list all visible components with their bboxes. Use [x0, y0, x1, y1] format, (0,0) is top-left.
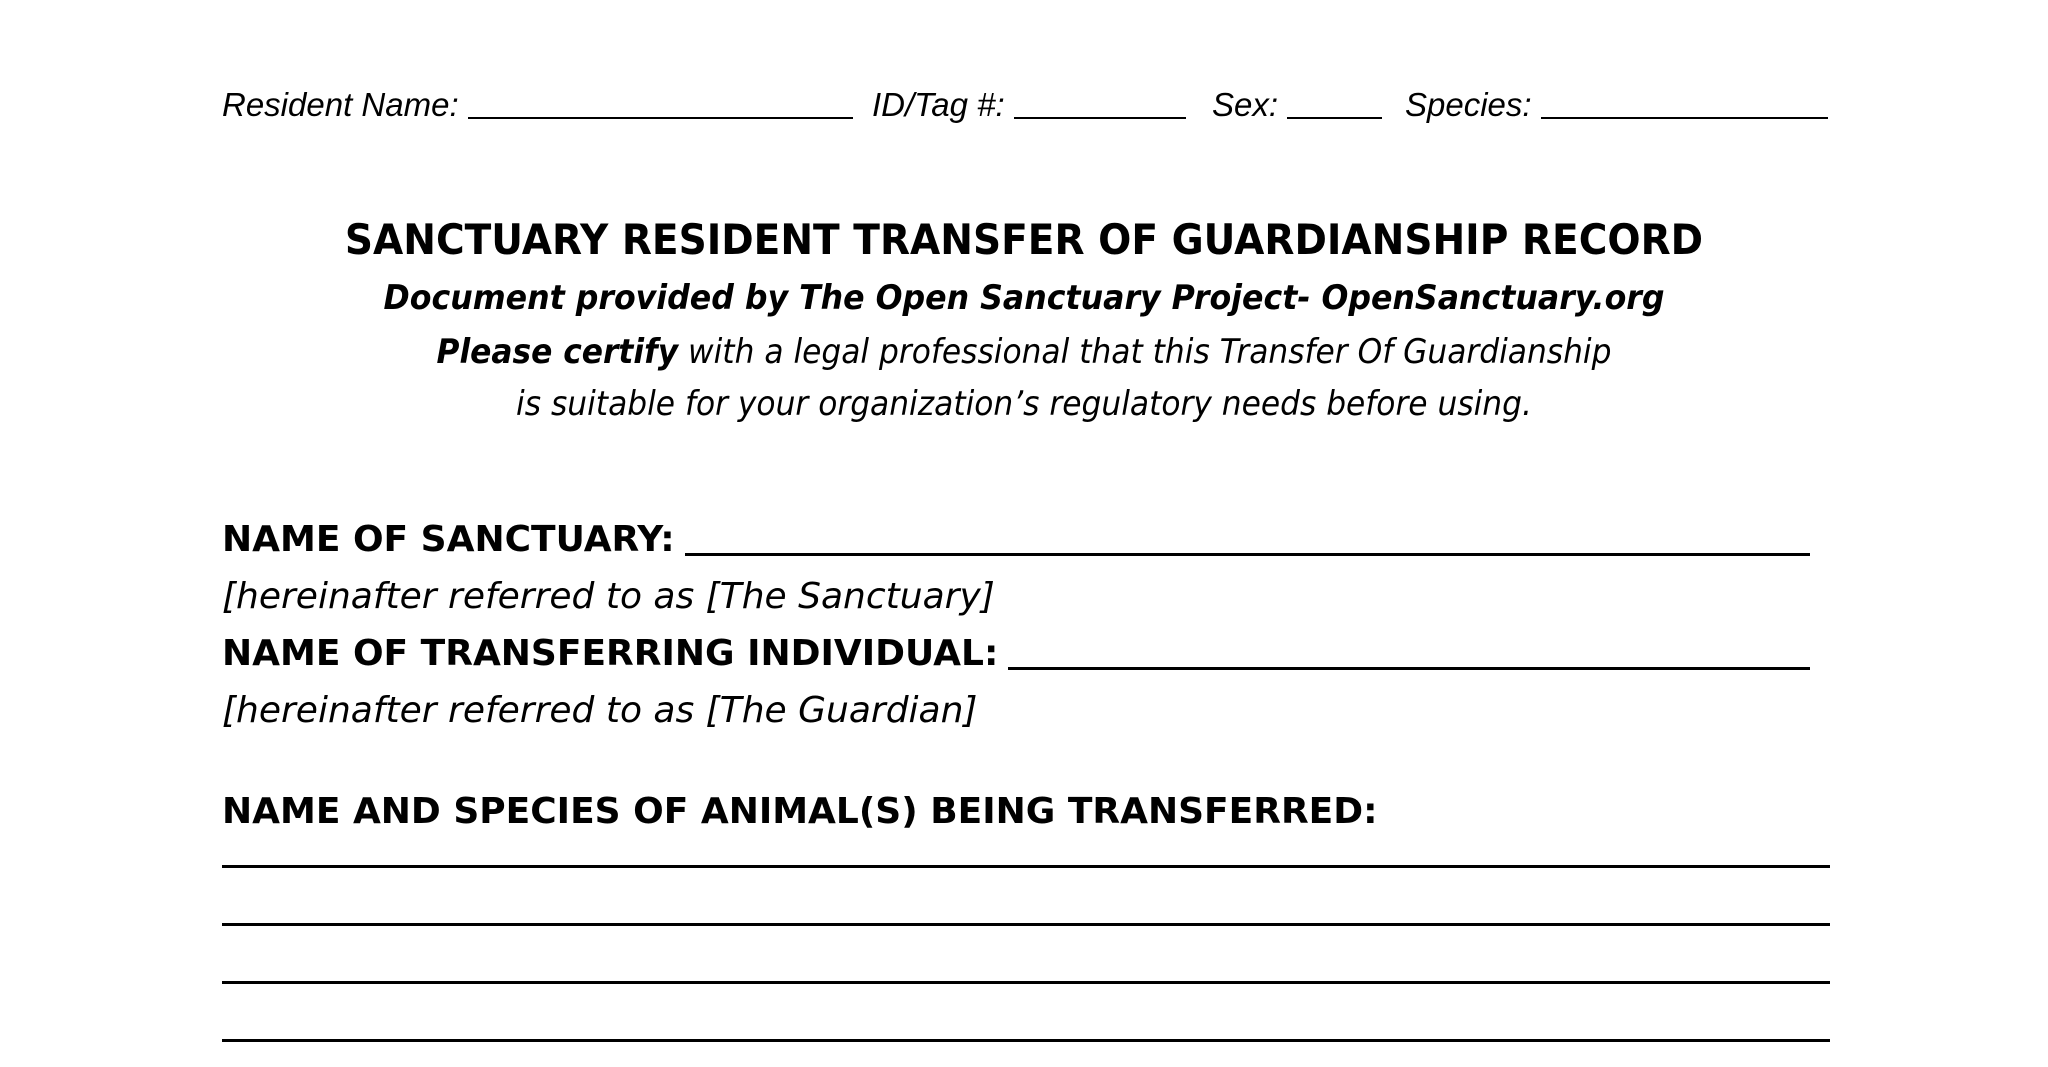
header-fields — [222, 84, 1827, 134]
certify-text: with a legal professional that this Transfer Of Guardianship — [678, 332, 1612, 372]
individual-note: [hereinafter referred to as [The Guardian] — [222, 690, 978, 731]
sex-field[interactable] — [1212, 84, 1382, 126]
spacer — [222, 740, 1832, 784]
certify-notice-line-1 — [82, 326, 1966, 378]
sanctuary-note: [hereinafter referred to as [The Sanctuary] — [222, 576, 995, 617]
individual-name-row — [222, 626, 1832, 682]
species-label: Species: — [1405, 86, 1532, 123]
id-tag-label: ID/Tag #: — [872, 86, 1005, 123]
title-block — [0, 210, 2048, 430]
animals-blank-line[interactable] — [222, 923, 1830, 926]
sanctuary-name-label: NAME OF SANCTUARY: — [222, 519, 675, 560]
id-tag-blank[interactable] — [1014, 117, 1186, 119]
certify-notice-line-2: is suitable for your organization’s regulatory needs before using. — [516, 384, 1532, 424]
id-tag-field[interactable] — [872, 84, 1186, 126]
resident-name-label: Resident Name: — [222, 86, 459, 123]
resident-name-blank[interactable] — [468, 117, 853, 119]
resident-name-field[interactable] — [222, 84, 853, 126]
page-subtitle: Document provided by The Open Sanctuary Project- OpenSanctuary.org — [383, 278, 1665, 318]
animals-row — [222, 784, 1832, 840]
page-title: SANCTUARY RESIDENT TRANSFER OF GUARDIANSHIP RECORD — [344, 215, 1704, 264]
sex-label: Sex: — [1212, 86, 1279, 123]
sanctuary-name-row — [222, 512, 1832, 568]
form-section — [222, 512, 1832, 840]
individual-name-label: NAME OF TRANSFERRING INDIVIDUAL: — [222, 633, 999, 674]
animals-blank-lines — [222, 865, 1830, 1067]
animals-blank-line[interactable] — [222, 1039, 1830, 1042]
animals-blank-line[interactable] — [222, 981, 1830, 984]
species-field[interactable] — [1405, 84, 1828, 126]
sex-blank[interactable] — [1287, 117, 1382, 119]
individual-name-blank[interactable] — [1008, 667, 1810, 670]
animals-blank-line[interactable] — [222, 865, 1830, 868]
species-blank[interactable] — [1541, 117, 1828, 119]
animals-label: NAME AND SPECIES OF ANIMAL(S) BEING TRANSFERRED: — [222, 791, 1378, 832]
sanctuary-name-blank[interactable] — [685, 553, 1810, 556]
certify-emphasis: Please certify — [436, 332, 679, 372]
